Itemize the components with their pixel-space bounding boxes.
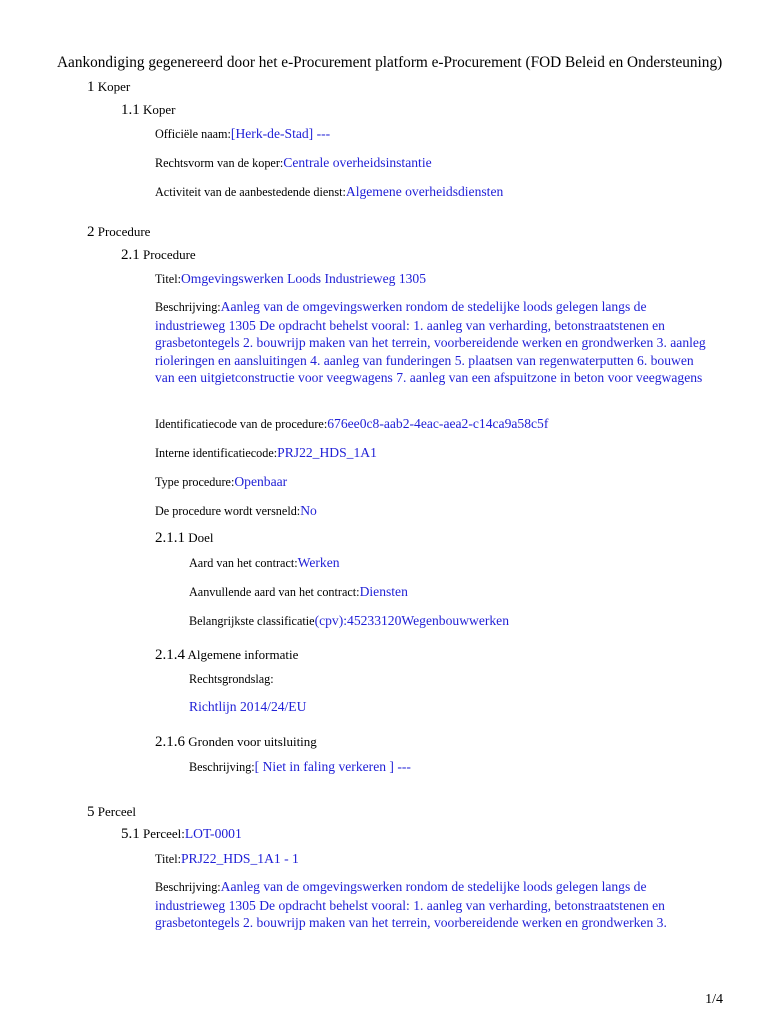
field-aanvullende-aard [189,583,408,601]
field-value: Openbaar [234,474,288,489]
field-label: Titel: [155,272,181,286]
field-aard-contract [189,554,340,572]
field-officiele-naam [155,125,330,143]
field-interne-identificatiecode [155,444,377,462]
perceel-value: LOT-0001 [184,826,242,841]
field-type-procedure [155,473,287,491]
subsubsection-number: 2.1.1 [155,530,185,546]
section-heading-koper [87,79,130,96]
field-versneld [155,502,317,520]
section-label: Perceel [97,804,137,819]
field-perceel-titel [155,850,299,868]
field-label: Beschrijving: [155,880,221,894]
field-value: Diensten [359,584,408,599]
field-label: Aanvullende aard van het contract: [189,585,360,599]
field-label: Officiële naam: [155,127,231,141]
subsection-label: Procedure [143,247,196,262]
field-value: PRJ22_HDS_1A1 [277,445,377,460]
field-label: Titel: [155,852,181,866]
field-rechtsgrondslag-label: Rechtsgrondslag: [189,672,274,686]
field-label: Activiteit van de aanbestedende dienst: [155,185,346,199]
field-label: Belangrijkste classificatie [189,614,315,628]
subsection-heading-perceel [121,826,242,843]
field-classificatie-cpv [189,612,509,630]
page-number: 1/4 [705,992,723,1007]
field-value: Werken [297,555,340,570]
subsubsection-heading-doel [155,530,214,547]
field-label: Rechtsvorm van de koper: [155,156,284,170]
field-value: Algemene overheidsdiensten [345,184,504,199]
subsubsection-heading-gronden-uitsluiting [155,734,317,751]
subsubsection-label: Algemene informatie [187,647,299,662]
field-beschrijving [155,298,715,387]
field-label: Identificatiecode van de procedure: [155,417,328,431]
field-value: Centrale overheidsinstantie [283,155,432,170]
subsubsection-heading-algemene-informatie [155,647,298,664]
document-title: Aankondiging gegenereerd door het e-Procurement platform e-Procurement (FOD Beleid en Ondersteuning) [57,54,723,71]
field-value: Aanleg van de omgevingswerken rondom de stedelijke loods gelegen langs de industrieweg 1305 De opdracht behelst vooral: 1. aanleg van verharding, betonstraatstenen en grasbetontegels 2. bouwrijp maken van het terrein, voorbereidende werken en grondwerken 3. [155,879,667,931]
field-rechtsvorm [155,154,432,172]
field-value: [ Niet in faling verkeren ] --- [254,759,411,774]
field-label: Aard van het contract: [189,556,298,570]
subsubsection-label: Gronden voor uitsluiting [188,734,317,749]
field-label: Type procedure: [155,475,235,489]
section-number: 2 [87,224,95,240]
field-activiteit [155,183,503,201]
subsection-number: 5.1 [121,826,140,842]
field-label: De procedure wordt versneld: [155,504,301,518]
section-heading-perceel [87,804,136,821]
field-identificatiecode [155,415,548,433]
subsubsection-number: 2.1.4 [155,647,185,663]
field-value: [Herk-de-Stad] --- [230,126,331,141]
field-value: (cpv):45233120Wegenbouwwerken [314,613,510,628]
field-value: PRJ22_HDS_1A1 - 1 [180,851,299,866]
field-value: 676ee0c8-aab2-4eac-aea2-c14ca9a58c5f [327,416,549,431]
field-label: Interne identificatiecode: [155,446,278,460]
subsubsection-number: 2.1.6 [155,734,185,750]
field-label: Beschrijving: [155,300,221,314]
field-rechtsgrondslag-value: Richtlijn 2014/24/EU [189,699,307,714]
subsection-number: 1.1 [121,102,140,118]
subsection-number: 2.1 [121,247,140,263]
field-value: Omgevingswerken Loods Industrieweg 1305 [180,271,427,286]
section-label: Procedure [97,224,151,239]
subsection-heading-koper [121,102,176,119]
field-value: Aanleg van de omgevingswerken rondom de stedelijke loods gelegen langs de industrieweg 1305 De opdracht behelst vooral: 1. aanleg van verharding, betonstraatstenen en grasbetontegels 2. bouwrijp maken van het terrein, voorbereidende werken en grondwerken 3. aanleg rioleringen en aansluitingen 4. aanleg van funderingen 5. plaatsen van regenwaterputten 6. bouwen van een uitgietconstructie voor veegwagens 7. aanleg van een afspuitzone in beton voor veegwagens [155,299,706,386]
subsection-label: Koper [143,102,176,117]
subsubsection-label: Doel [188,530,214,545]
section-label: Koper [97,79,131,94]
field-value: No [300,503,317,518]
subsection-heading-procedure [121,247,196,264]
field-titel [155,270,426,288]
field-perceel-beschrijving [155,878,715,932]
field-label: Beschrijving: [189,760,255,774]
field-gronden-beschrijving [189,758,411,776]
section-number: 5 [87,804,95,820]
subsection-label: Perceel: [143,826,185,841]
section-number: 1 [87,79,95,95]
section-heading-procedure [87,224,150,241]
